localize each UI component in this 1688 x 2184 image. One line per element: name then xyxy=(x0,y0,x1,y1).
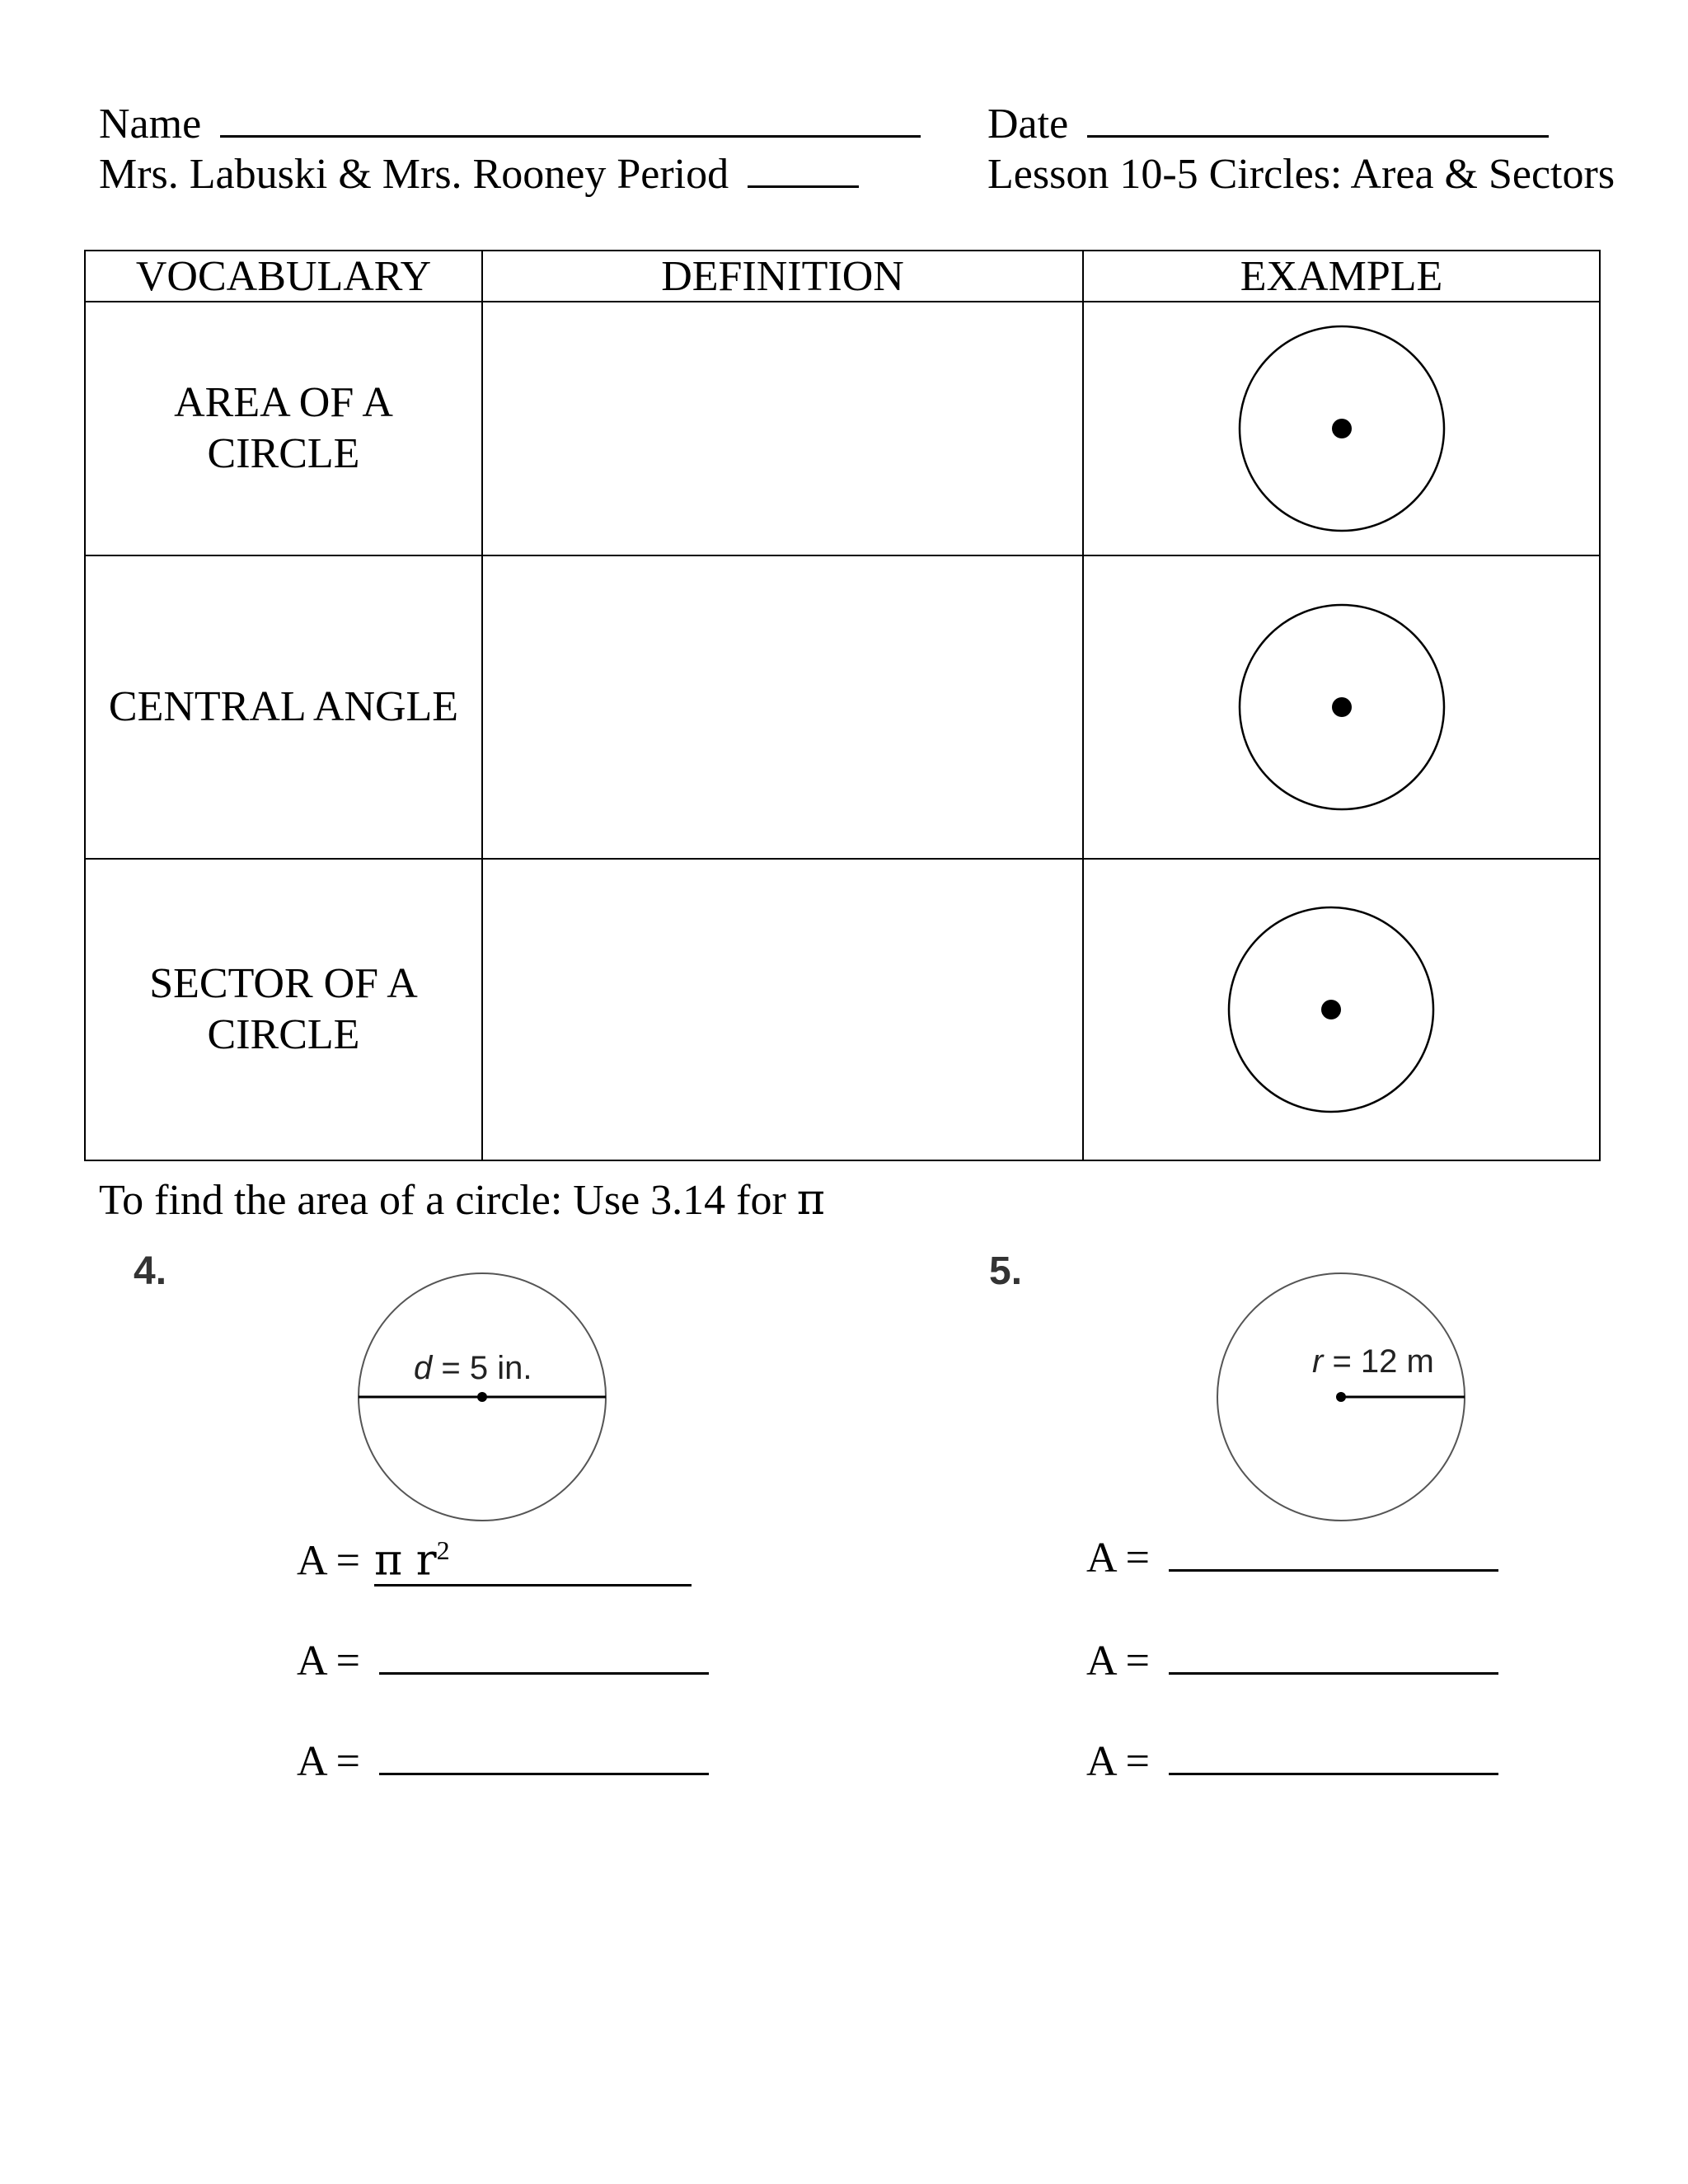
header-vocabulary: VOCABULARY xyxy=(85,251,482,302)
example-cell[interactable] xyxy=(1083,859,1600,1160)
vocab-term: CENTRAL ANGLE xyxy=(85,555,482,859)
date-line xyxy=(987,103,1549,146)
answer-row-4-3: A = xyxy=(297,1741,709,1783)
date-blank[interactable] xyxy=(1087,134,1549,138)
answer-row-5-3: A = xyxy=(1086,1741,1498,1783)
date-label: Date xyxy=(987,101,1069,148)
area-instructions: To find the area of a circle: Use 3.14 for π xyxy=(99,1175,825,1225)
answer-blank[interactable] xyxy=(1169,1568,1498,1572)
circle-radius-diagram xyxy=(1213,1265,1469,1529)
answer-blank[interactable] xyxy=(1169,1772,1498,1775)
table-row xyxy=(85,859,1600,1160)
answer-blank[interactable] xyxy=(1169,1671,1498,1675)
header-example: EXAMPLE xyxy=(1083,251,1600,302)
problem-number-4: 4. xyxy=(134,1249,167,1293)
definition-cell[interactable] xyxy=(482,555,1083,859)
answer-blank[interactable]: π $r^2$ xyxy=(374,1537,692,1586)
table-row xyxy=(85,302,1600,555)
answer-row-5-2: A = xyxy=(1086,1640,1498,1683)
teachers-line xyxy=(99,153,859,196)
example-cell[interactable] xyxy=(1083,302,1600,555)
answer-blank[interactable] xyxy=(379,1671,709,1675)
circle-with-center-icon xyxy=(1235,321,1449,536)
example-cell[interactable] xyxy=(1083,555,1600,859)
circle-with-center-icon xyxy=(1224,902,1438,1117)
answer-row-5-1: A = xyxy=(1086,1537,1498,1580)
definition-cell[interactable] xyxy=(482,302,1083,555)
name-blank[interactable] xyxy=(220,134,921,138)
period-blank[interactable] xyxy=(748,185,859,188)
circle-diameter-diagram xyxy=(354,1265,610,1529)
teachers-period-label: Mrs. Labuski & Mrs. Rooney Period xyxy=(99,151,729,198)
table-header-row xyxy=(85,251,1600,302)
name-line xyxy=(99,103,921,146)
definition-cell[interactable] xyxy=(482,859,1083,1160)
pi-symbol: π xyxy=(796,1175,825,1225)
answer-row-4-2: A = xyxy=(297,1640,709,1683)
radius-label: r = 12 m xyxy=(1312,1343,1434,1380)
problem-number-5: 5. xyxy=(989,1249,1023,1293)
vocab-term: AREA OF A CIRCLE xyxy=(85,302,482,555)
circle-with-center-icon xyxy=(1235,600,1449,814)
answer-blank[interactable] xyxy=(379,1772,709,1775)
vocabulary-table xyxy=(84,250,1601,1161)
header-definition: DEFINITION xyxy=(482,251,1083,302)
table-row xyxy=(85,555,1600,859)
name-label: Name xyxy=(99,101,202,148)
answer-row-4-1: A = π $r^2$ xyxy=(297,1537,692,1586)
vocab-term: SECTOR OF A CIRCLE xyxy=(85,859,482,1160)
diameter-label: d = 5 in. xyxy=(414,1350,532,1386)
lesson-title: Lesson 10-5 Circles: Area & Sectors xyxy=(987,151,1615,198)
